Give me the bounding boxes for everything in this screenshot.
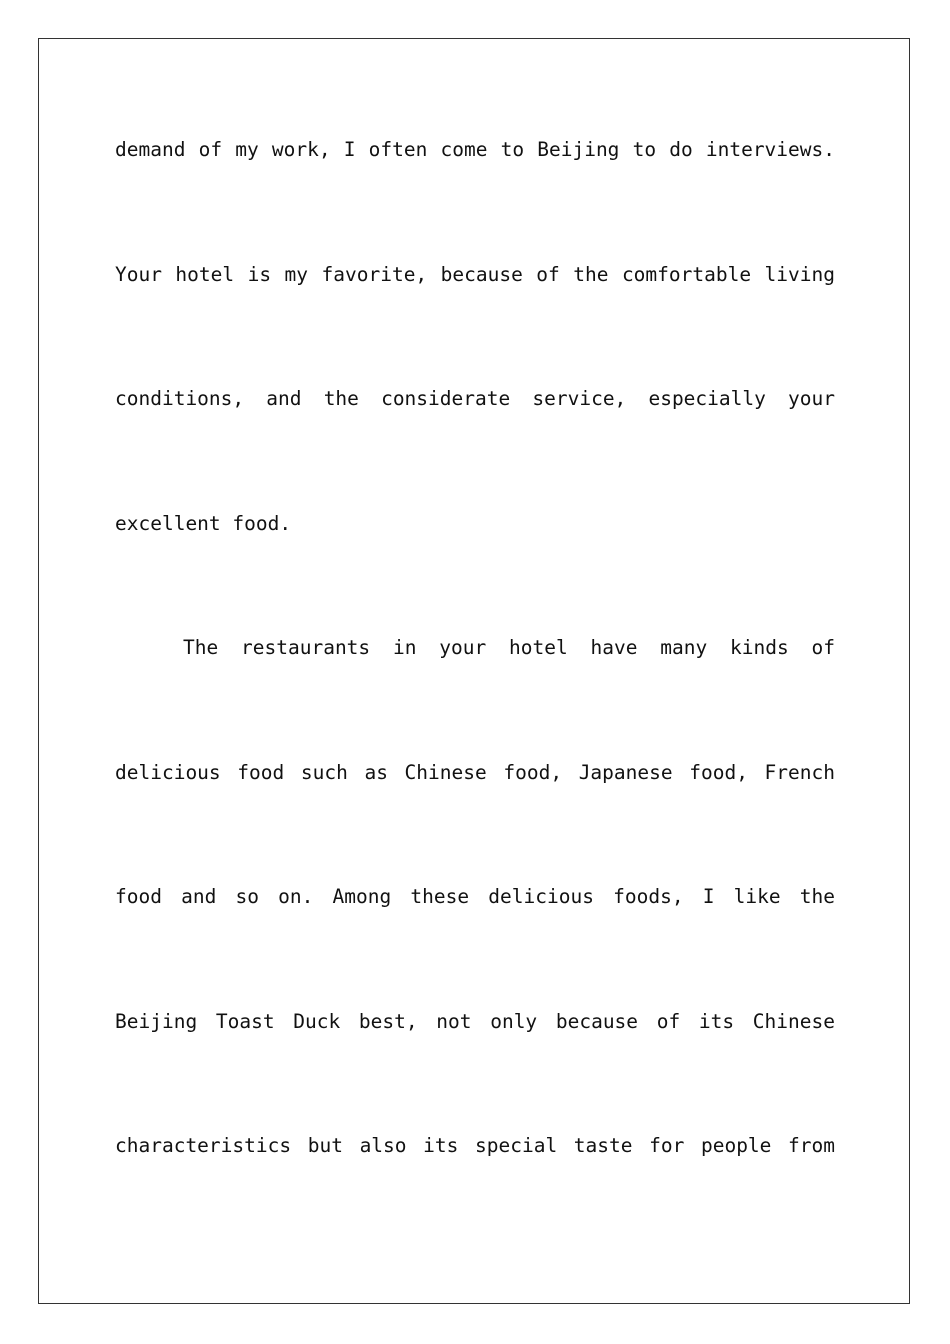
body-line-1: demand of my work, I often come to Beijing to do interviews. — [115, 138, 835, 161]
body-line-6: delicious food such as Chinese food, Japanese food, French — [115, 760, 835, 784]
paragraph-start-line: The restaurants in your hotel have many kinds of — [183, 636, 835, 659]
body-line-3: conditions, and the considerate service, especially your — [115, 387, 835, 410]
body-line-4: excellent food. — [115, 511, 292, 535]
body-line-2: Your hotel is my favorite, because of the comfortable living — [115, 262, 835, 286]
letter-body — [115, 130, 835, 1251]
body-line-8: Beijing Toast Duck best, not only because of its Chinese — [115, 1009, 835, 1033]
body-line-9: characteristics but also its special taste for people from — [115, 1134, 835, 1157]
body-line-7: food and so on. Among these delicious foods, I like the — [115, 885, 835, 908]
